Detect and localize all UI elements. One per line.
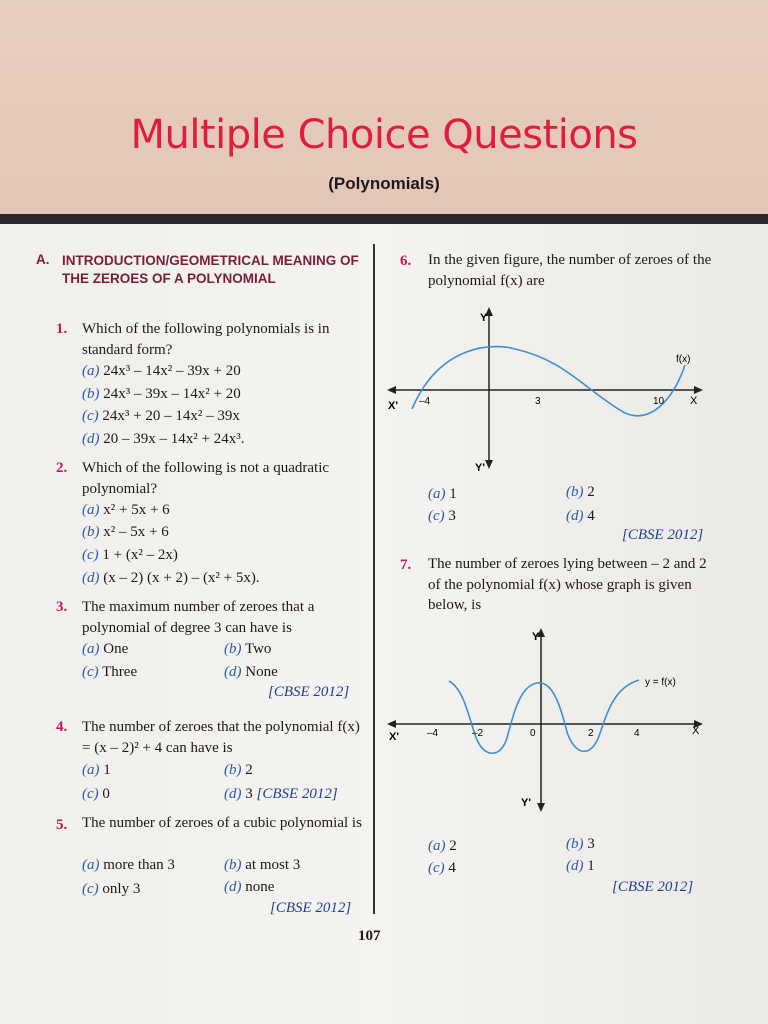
- option-c: [82, 664, 137, 681]
- option-label: (b): [224, 857, 242, 873]
- option-text: 4: [448, 860, 456, 876]
- option-a: [428, 486, 457, 503]
- option-d: [224, 786, 338, 803]
- option-a: [82, 502, 170, 519]
- option-text: none: [245, 879, 275, 895]
- figure-wave-graph: [385, 628, 710, 813]
- option-text: only 3: [102, 881, 141, 897]
- option-text: 24x³ + 20 – 14x² – 39x: [102, 408, 240, 424]
- y-neg-label: Y': [475, 462, 485, 474]
- option-text: 20 – 39x – 14x² + 24x³.: [103, 431, 245, 447]
- source-tag: [CBSE 2012]: [270, 900, 352, 916]
- option-text: Three: [102, 664, 138, 680]
- option-text: at most 3: [245, 857, 301, 873]
- option-label: (c): [82, 547, 99, 563]
- question-number: 2.: [56, 460, 68, 476]
- option-text: 2: [245, 762, 253, 778]
- option-text: None: [245, 664, 278, 680]
- tick-label: 0: [530, 728, 536, 739]
- source-tag: [CBSE 2012]: [612, 879, 694, 895]
- option-c: [82, 786, 110, 803]
- figure-cubic-graph: [385, 305, 710, 480]
- question-number: 4.: [56, 719, 68, 735]
- x-axis: [387, 386, 703, 394]
- option-b: [224, 857, 300, 874]
- option-label: (d): [224, 664, 242, 680]
- section-letter: A.: [36, 252, 50, 267]
- option-b: [82, 386, 241, 403]
- question-text: The number of zeroes that the polynomial f(x) = (x – 2)² + 4 can have is: [82, 719, 360, 756]
- option-b: [566, 836, 595, 853]
- option-text: 3: [448, 508, 456, 524]
- option-label: (d): [224, 786, 242, 802]
- option-label: (a): [82, 502, 100, 518]
- section-title: INTRODUCTION/GEOMETRICAL MEANING OF THE ZEROES OF A POLYNOMIAL: [62, 253, 359, 286]
- option-text: 1 + (x² – 2x): [102, 547, 178, 563]
- option-label: (b): [566, 836, 584, 852]
- option-label: (b): [82, 524, 100, 540]
- option-d: [82, 570, 260, 587]
- option-text: One: [103, 641, 129, 657]
- option-text: 24x³ – 14x² – 39x + 20: [103, 363, 241, 379]
- question-text: The maximum number of zeroes that a polynomial of degree 3 can have is: [82, 599, 315, 636]
- wave-curve: [449, 680, 639, 753]
- tick-label: 4: [634, 728, 640, 739]
- option-b: [224, 641, 271, 658]
- option-label: (a): [82, 641, 100, 657]
- option-c: [82, 547, 178, 564]
- option-d: [566, 508, 595, 525]
- option-label: (d): [82, 570, 100, 586]
- option-text: x² – 5x + 6: [103, 524, 169, 540]
- question-text: In the given figure, the number of zeroes of the polynomial f(x) are: [428, 252, 712, 289]
- question-number: 5.: [56, 817, 68, 833]
- page-number: 107: [358, 928, 381, 944]
- y-axis: [485, 307, 493, 469]
- tick-label: 3: [535, 396, 541, 407]
- option-label: (c): [82, 664, 99, 680]
- option-text: more than 3: [103, 857, 175, 873]
- option-label: (a): [82, 762, 100, 778]
- option-text: 1: [103, 762, 111, 778]
- option-text: 1: [587, 858, 595, 874]
- option-label: (a): [428, 486, 446, 502]
- source-tag: [CBSE 2012]: [268, 684, 350, 700]
- question-number: 3.: [56, 599, 68, 615]
- question-number: 7.: [400, 557, 412, 573]
- option-label: (b): [82, 386, 100, 402]
- option-label: (d): [566, 508, 584, 524]
- source-tag: [CBSE 2012]: [256, 786, 338, 802]
- option-text: 3: [245, 786, 253, 802]
- option-a: [428, 838, 457, 855]
- tick-label: 10: [653, 396, 665, 407]
- option-label: (b): [224, 762, 242, 778]
- option-b: [82, 524, 169, 541]
- option-d: [224, 879, 274, 896]
- x-axis: [387, 720, 703, 728]
- option-text: x² + 5x + 6: [103, 502, 170, 518]
- option-label: (d): [82, 431, 100, 447]
- option-label: (b): [224, 641, 242, 657]
- option-label: (c): [82, 408, 99, 424]
- option-d: [82, 431, 244, 448]
- question-text: Which of the following is not a quadratic polynomial?: [82, 460, 330, 497]
- header-rule: [0, 214, 768, 224]
- y-neg-label: Y': [521, 797, 531, 809]
- option-label: (b): [566, 484, 584, 500]
- question-text: The number of zeroes of a cubic polynomial is: [82, 815, 362, 831]
- option-text: 3: [587, 836, 595, 852]
- question-number: 6.: [400, 253, 412, 269]
- option-label: (c): [82, 881, 99, 897]
- curve-label: f(x): [676, 354, 691, 365]
- source-tag: [CBSE 2012]: [622, 527, 704, 543]
- option-label: (c): [428, 508, 445, 524]
- option-a: [82, 857, 175, 874]
- question-text: Which of the following polynomials is in standard form?: [82, 321, 330, 358]
- page-subtitle: (Polynomials): [328, 174, 440, 193]
- option-label: (d): [566, 858, 584, 874]
- option-label: (c): [428, 860, 445, 876]
- option-c: [82, 881, 140, 898]
- option-label: (a): [82, 363, 100, 379]
- x-axis-label: X: [692, 725, 700, 737]
- option-a: [82, 762, 111, 779]
- option-b: [566, 484, 595, 501]
- option-c: [428, 860, 456, 877]
- option-a: [82, 641, 128, 658]
- y-axis-label: Y: [532, 631, 540, 643]
- option-label: (a): [82, 857, 100, 873]
- option-text: (x – 2) (x + 2) – (x² + 5x).: [103, 570, 260, 586]
- x-axis-label: X: [690, 395, 698, 407]
- option-text: Two: [244, 641, 272, 657]
- option-text: 4: [587, 508, 595, 524]
- tick-label: –4: [419, 396, 431, 407]
- page-title: Multiple Choice Questions: [130, 112, 638, 158]
- option-d: [224, 664, 278, 681]
- curve-label: y = f(x): [645, 677, 676, 688]
- y-axis: [537, 628, 545, 812]
- tick-label: –4: [427, 728, 439, 739]
- option-text: 24x³ – 39x – 14x² + 20: [103, 386, 241, 402]
- option-text: 2: [587, 484, 595, 500]
- option-d: [566, 858, 595, 875]
- question-text: The number of zeroes lying between – 2 and 2 of the polynomial f(x) whose graph is given below, is: [428, 556, 707, 613]
- option-text: 0: [102, 786, 110, 802]
- option-label: (d): [224, 879, 242, 895]
- option-text: 2: [449, 838, 457, 854]
- question-number: 1.: [56, 321, 68, 337]
- tick-label: 2: [588, 728, 594, 739]
- tick-label: –2: [472, 728, 484, 739]
- x-neg-label: X': [388, 400, 398, 412]
- column-divider: [373, 244, 375, 914]
- cubic-curve: [412, 347, 685, 416]
- option-c: [82, 408, 240, 425]
- x-neg-label: X': [389, 731, 399, 743]
- y-axis-label: Y: [480, 312, 488, 324]
- option-b: [224, 762, 253, 779]
- option-label: (c): [82, 786, 99, 802]
- option-text: 1: [449, 486, 457, 502]
- option-a: [82, 363, 241, 380]
- option-label: (a): [428, 838, 446, 854]
- option-c: [428, 508, 456, 525]
